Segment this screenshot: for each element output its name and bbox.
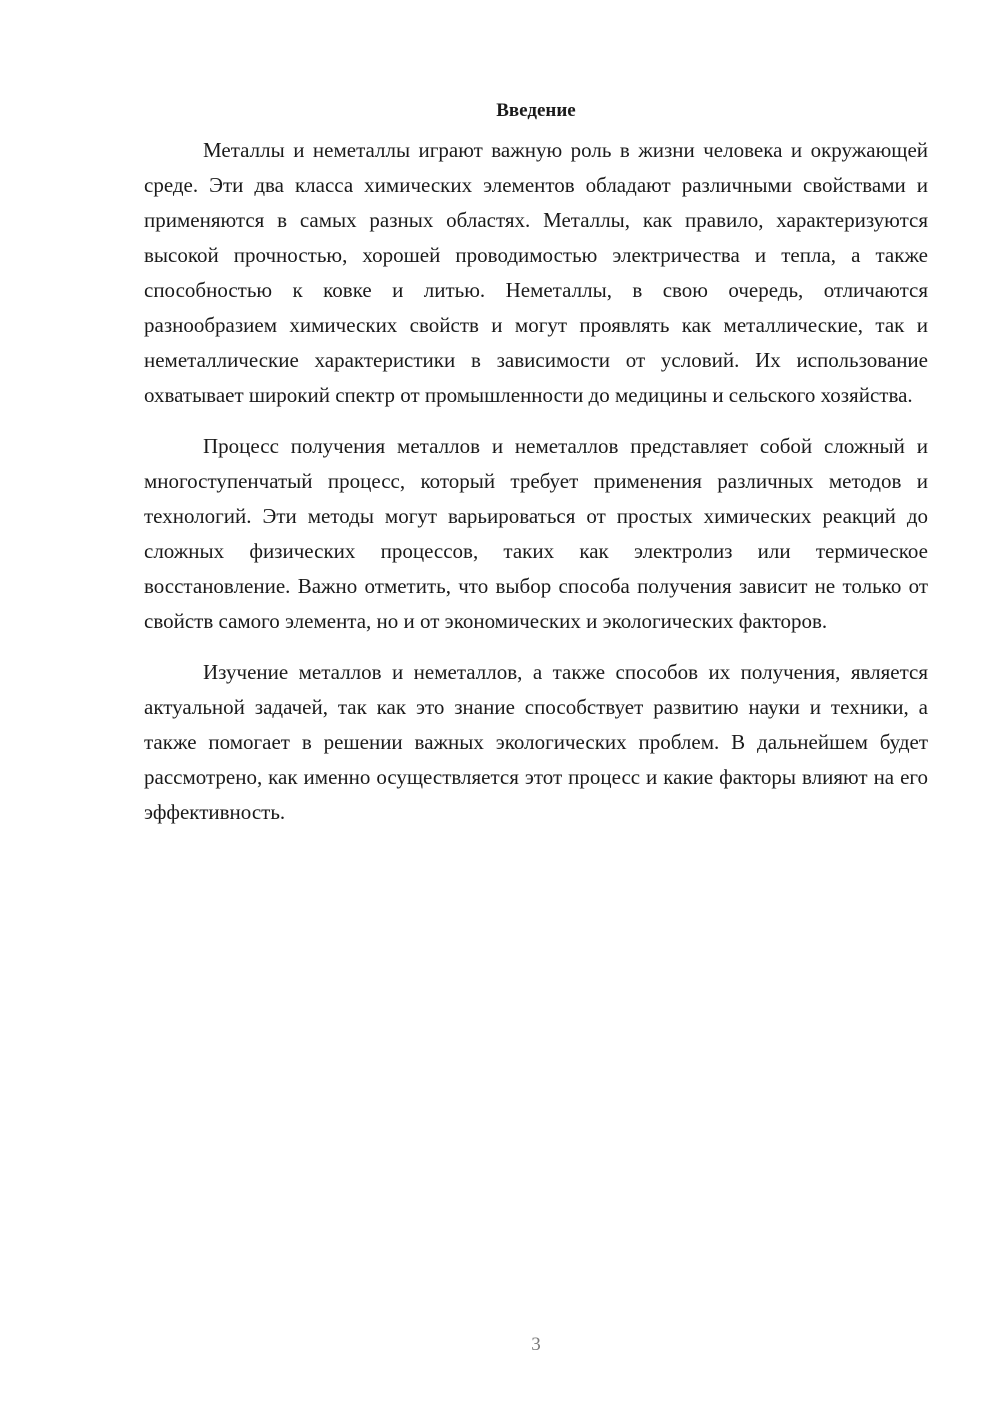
paragraph-2: Процесс получения металлов и неметаллов представляет собой сложный и многоступенчатый процесс, который требует применения различных методов и технологий. Эти методы могут варьироваться от простых химических реакций до сложных физических процессов, таких как электролиз или термическое восстановление. Важно отметить, что выбор способа получения зависит не только от свойств самого элемента, но и от экономических и экологических факторов. (144, 434, 928, 633)
paragraph-1: Металлы и неметаллы играют важную роль в жизни человека и окружающей среде. Эти два класса химических элементов обладают различными свойствами и применяются в самых разных областях. Металлы, как правило, характеризуются высокой прочностью, хорошей проводимостью электричества и тепла, а также способностью к ковке и литью. Неметаллы, в свою очередь, отличаются разнообразием химических свойств и могут проявлять как металлические, так и неметаллические характеристики в зависимости от условий. Их использование охватывает широкий спектр от промышленности до медицины и сельского хозяйства. (144, 138, 928, 407)
paragraph-3: Изучение металлов и неметаллов, а также способов их получения, является актуальной задачей, так как это знание способствует развитию науки и техники, а также помогает в решении важных экологических проблем. В дальнейшем будет рассмотрено, как именно осуществляется этот процесс и какие факторы влияют на его эффективность. (144, 660, 928, 824)
page-content (144, 96, 928, 846)
page-number: 3 (531, 1334, 541, 1355)
section-heading: Введение (496, 100, 576, 121)
